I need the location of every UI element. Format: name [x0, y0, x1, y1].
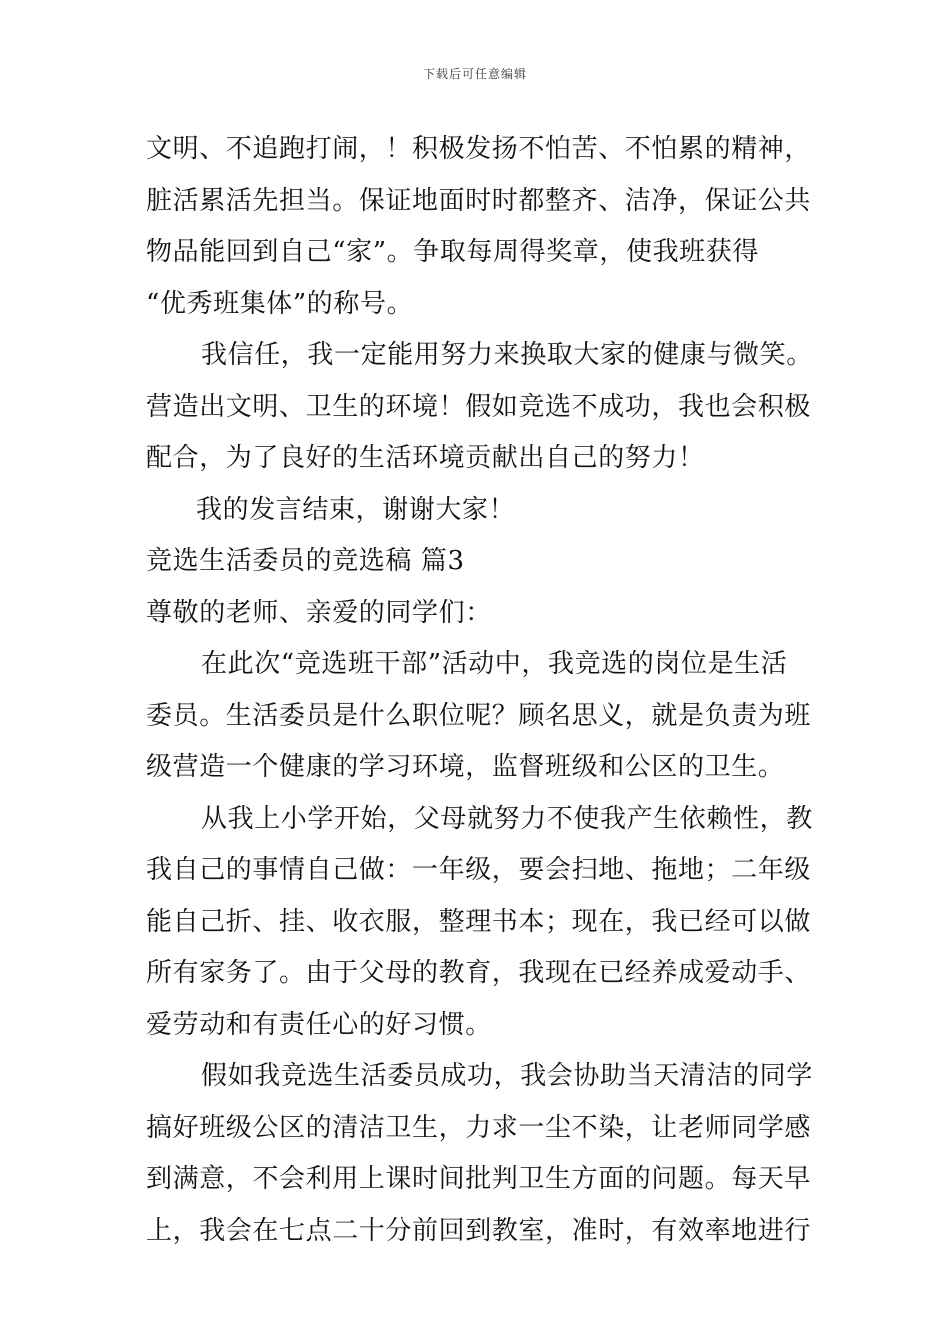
section-title: 竞选生活委员的竞选稿 篇3: [146, 546, 465, 576]
paragraph-line: “优秀班集体”的称号。: [146, 288, 414, 319]
paragraph-line: 营造出文明、卫生的环境！假如竞选不成功，我也会积极: [146, 391, 812, 422]
paragraph-line: 委员。生活委员是什么职位呢？顾名思义，就是负责为班: [146, 700, 812, 731]
paragraph-line: 我自己的事情自己做：一年级，要会扫地、拖地；二年级: [146, 855, 812, 885]
paragraph-line: 我信任，我一定能用努力来换取大家的健康与微笑。: [201, 340, 813, 370]
page-header-note: 下载后可任意编辑: [422, 67, 527, 81]
paragraph-line: 所有家务了。由于父母的教育，我现在已经养成爱动手、: [146, 958, 812, 988]
paragraph-line: 上，我会在七点二十分前回到教室，准时，有效率地进行: [146, 1215, 812, 1246]
paragraph-line: 级营造一个健康的学习环境，监督班级和公区的卫生。: [146, 752, 785, 782]
paragraph-line: 到满意，不会利用上课时间批判卫生方面的问题。每天早: [146, 1164, 812, 1194]
paragraph-line: 爱劳动和有责任心的好习惯。: [146, 1009, 492, 1040]
salutation: 尊敬的老师、亲爱的同学们：: [146, 597, 492, 628]
paragraph-line: 能自己折、挂、收衣服，整理书本；现在，我已经可以做: [146, 906, 812, 937]
paragraph-line: 搞好班级公区的清洁卫生，力求一尘不染，让老师同学感: [146, 1112, 812, 1143]
document-body: [146, 124, 811, 1257]
paragraph-line: 配合，为了良好的生活环境贡献出自己的努力！: [146, 443, 705, 473]
paragraph-line: 假如我竞选生活委员成功，我会协助当天清洁的同学: [201, 1061, 813, 1091]
paragraph-line: 物品能回到自己“家”。争取每周得奖章，使我班获得: [146, 237, 759, 267]
paragraph-line: 文明、不追跑打闹，！积极发扬不怕苦、不怕累的精神，: [146, 134, 812, 164]
paragraph-line: 在此次“竞选班干部”活动中，我竞选的岗位是生活: [201, 649, 788, 679]
closing-line: 我的发言结束，谢谢大家！: [196, 494, 516, 525]
paragraph-line: 从我上小学开始，父母就努力不使我产生依赖性，教: [201, 803, 813, 834]
paragraph-line: 脏活累活先担当。保证地面时时都整齐、洁净，保证公共: [146, 185, 812, 216]
